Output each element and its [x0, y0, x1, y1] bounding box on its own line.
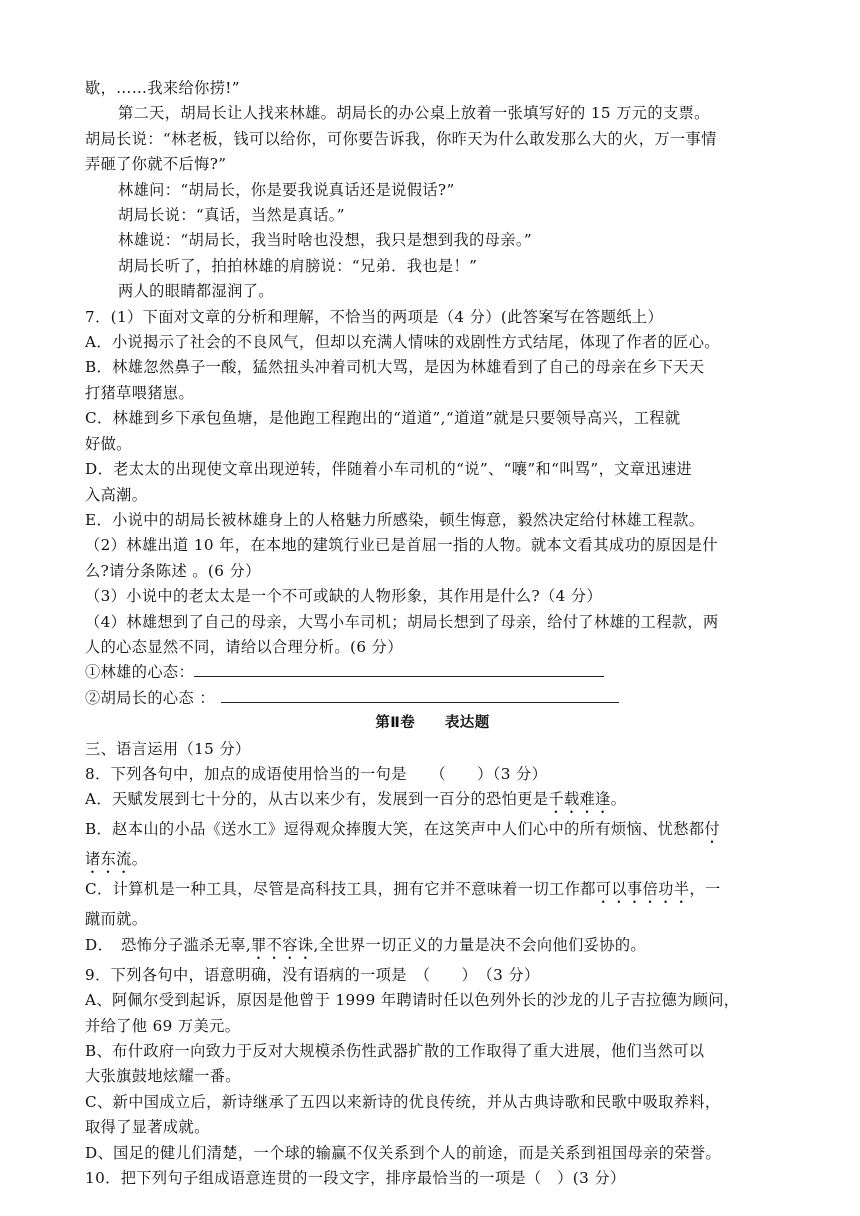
story-paragraph: 胡局长听了，拍拍林雄的肩膀说：“兄弟．我也是！”	[118, 256, 478, 275]
q8-option-b	[85, 817, 780, 847]
story-paragraph: 林雄说：“胡局长，我当时啥也没想，我只是想到我的母亲。”	[118, 231, 533, 250]
q8-option-c-cont: 蹴而就。	[85, 910, 148, 929]
q7-option-b-cont: 打猪草喂猪崽。	[85, 383, 195, 402]
q8-d-text: D． 恐怖分子滥杀无辜,	[85, 935, 252, 954]
q8-b-idiom-end: 诸东流	[85, 850, 132, 869]
section-heading: 三、语言运用（15 分）	[85, 739, 251, 758]
part-2-title: 第Ⅱ卷 表达题	[375, 715, 490, 732]
question-7-stem: 7．(1）下面对文章的分析和理解，不恰当的两项是（4 分）(此答案写在答题纸上）	[85, 307, 664, 326]
story-paragraph: 林雄问：“胡局长，你是要我说真话还是说假话?”	[118, 180, 455, 199]
q8-a-text: A．天赋发展到七十分的，从古以来少有，发展到一百分的恐怕更是	[85, 790, 549, 809]
q9-option-a: A、阿佩尔受到起诉，原因是他曾于 1999 年聘请时任以色列外长的沙龙的儿子吉拉德为顾问，	[85, 991, 740, 1010]
question-9-stem: 9．下列各句中，语意明确，没有语病的一项是 （ ） （3 分）	[85, 965, 540, 984]
q9-option-a-cont: 并给了他 69 万美元。	[85, 1016, 241, 1035]
q8-option-d	[85, 933, 780, 963]
story-line: 歇，……我来给你捞!”	[85, 79, 240, 97]
question-10-stem: 10．把下列句子组成语意连贯的一段文字，排序最恰当的一项是（ ）(3 分）	[85, 1169, 626, 1188]
q9-option-b-cont: 大张旗鼓地炫耀一番。	[85, 1067, 241, 1086]
q8-option-b-cont	[85, 847, 780, 877]
q7-option-d: D．老太太的出现使文章出现逆转，伴随着小车司机的“说”、“嚷”和“叫骂”，文章迅速进	[85, 460, 693, 479]
answer-label-2: ②胡局长的心态 ：	[85, 688, 215, 707]
q8-b-text: B．赵本山的小品《送水工》逗得观众捧腹大笑，在这笑声中人们心中的所有烦恼、忧愁都	[85, 820, 705, 839]
story-paragraph: 胡局长说：“真话，当然是真话。”	[118, 206, 345, 225]
q7-sub-2-cont: 么?请分条陈述 。(6 分）	[85, 561, 261, 580]
q7-option-d-cont: 入高潮。	[85, 485, 148, 504]
q7-option-e: E．小说中的胡局长被林雄身上的人格魅力所感染，顿生悔意，毅然决定给付林雄工程款。	[85, 510, 705, 529]
q8-b-end: 。	[131, 850, 148, 869]
q8-b-idiom-start: 付	[704, 820, 721, 839]
q8-c-end: ，一	[689, 880, 721, 899]
answer-label-1: ①林雄的心态：	[85, 663, 195, 682]
answer-line-1	[85, 660, 780, 685]
q9-option-d: D、国足的健儿们清楚，一个球的输赢不仅关系到个人的前途，而是关系到祖国母亲的荣誉。	[85, 1143, 722, 1162]
q8-c-text: C．计算机是一种工具，尽管是高科技工具，拥有它并不意味着一切工作都	[85, 880, 596, 899]
q9-option-c: C、新中国成立后，新诗继承了五四以来新诗的优良传统，并从古典诗歌和民歌中吸取养料，	[85, 1092, 721, 1111]
answer-blank-2[interactable]	[221, 688, 619, 703]
q8-option-a	[85, 787, 780, 817]
q7-sub-4-cont: 人的心态显然不同，请给以合理分析。(6 分）	[85, 637, 403, 656]
q7-sub-2: （2）林雄出道 10 年，在本地的建筑行业已是首屈一指的人物。就本文看其成功的原因是什	[85, 536, 718, 555]
q9-option-b: B、布什政府一向致力于反对大规模杀伤性武器扩散的工作取得了重大进展，他们当然可以	[85, 1042, 705, 1060]
story-line: 胡局长说：“林老板，钱可以给你，可你要告诉我，你昨天为什么敢发那么大的火，万一事情	[85, 129, 717, 148]
story-paragraph: 第二天，胡局长让人找来林雄。胡局长的办公桌上放着一张填写好的 15 万元的支票。	[118, 104, 710, 123]
q7-sub-4: （4）林雄想到了自己的母亲，大骂小车司机；胡局长想到了母亲，给付了林雄的工程款，两	[85, 612, 719, 631]
q7-sub-3: （3）小说中的老太太是一个不可或缺的人物形象，其作用是什么?（4 分）	[85, 587, 603, 606]
q8-d-end: ,全世界一切正义的力量是决不会向他们妥协的。	[313, 935, 647, 954]
q8-option-c	[85, 877, 780, 907]
question-8-stem: 8．下列各句中，加点的成语使用恰当的一句是 （ ）（3 分）	[85, 764, 548, 783]
q9-option-c-cont: 取得了显著成就。	[85, 1118, 210, 1137]
answer-line-2	[85, 686, 780, 711]
q8-a-end: 。	[610, 790, 627, 809]
q8-a-idiom: 千载难逢	[548, 790, 611, 809]
story-line: 弄砸了你就不后悔?”	[85, 155, 227, 174]
q8-c-idiom: 可以事倍功半	[595, 880, 690, 899]
q7-option-c-cont: 好做。	[85, 434, 132, 453]
q7-option-c: C．林雄到乡下承包鱼塘，是他跑工程跑出的“道道”,“道道”就是只要领导高兴，工程就	[85, 409, 681, 428]
q7-option-a: A．小说揭示了社会的不良风气，但却以充满人情味的戏剧性方式结尾，体现了作者的匠心。	[85, 333, 720, 352]
q7-option-b: B．林雄忽然鼻子一酸，猛然扭头冲着司机大骂，是因为林雄看到了自己的母亲在乡下天天	[85, 358, 705, 377]
answer-blank-1[interactable]	[194, 662, 604, 677]
story-paragraph: 两人的眼睛都湿润了。	[118, 282, 274, 301]
q8-d-idiom: 罪不容诛	[251, 935, 314, 954]
